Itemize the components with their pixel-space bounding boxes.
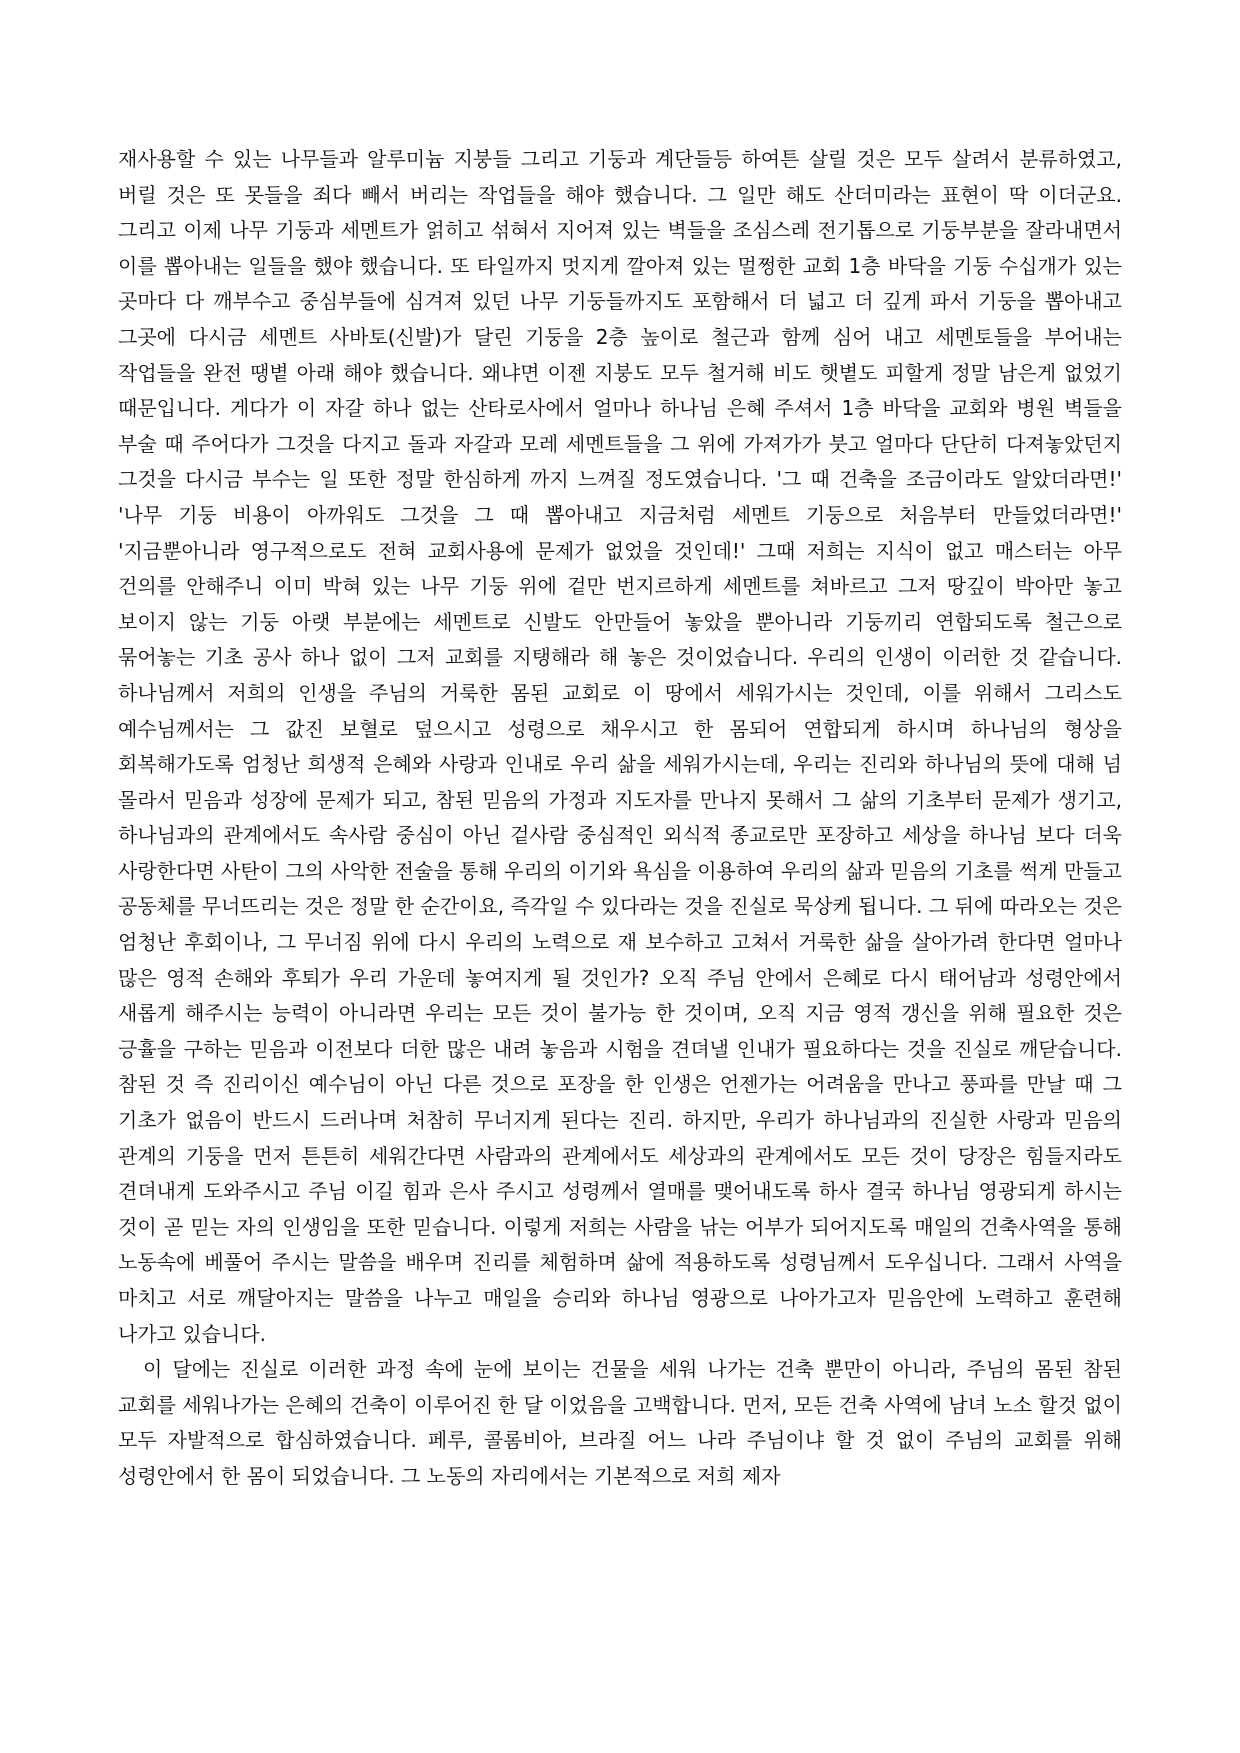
document-page — [118, 142, 1122, 1495]
body-paragraph-2: 이 달에는 진실로 이러한 과정 속에 눈에 보이는 건물을 세워 나가는 건축 뿐만이 아니라, 주님의 몸된 참된 교회를 세워나가는 은혜의 건축이 이루어진 한 달 이었음을 고백합니다. 먼저, 모든 건축 사역에 남녀 노소 할것 없이 모두 자발적으로 합심하였습니다. 페루, 콜롬비아, 브라질 어느 나라 주님이냐 할 것 없이 주님의 교회를 위해 성령안에서 한 몸이 되었습니다. 그 노동의 자리에서는 기본적으로 저희 제자 — [118, 1357, 1122, 1488]
body-paragraph-1: 재사용할 수 있는 나무들과 알루미늄 지붕들 그리고 기둥과 계단들등 하여튼 살릴 것은 모두 살려서 분류하였고, 버릴 것은 또 못들을 죄다 빼서 버리는 작업들을 해야 했습니다. 그 일만 해도 산더미라는 표현이 딱 이더군요. 그리고 이제 나무 기둥과 세멘트가 얽히고 섞혀서 지어져 있는 벽들을 조심스레 전기톱으로 기둥부분을 잘라내면서 이를 뽑아내는 일들을 했야 했습니다. 또 타일까지 멋지게 깔아져 있는 멀쩡한 교회 1층 바닥을 기둥 수십개가 있는 곳마다 다 깨부수고 중심부들에 심겨져 있던 나무 기둥들까지도 포함해서 더 넓고 더 깊게 파서 기둥을 뽑아내고 그곳에 다시금 세멘트 사바토(신발)가 달린 기둥을 2층 높이로 철근과 함께 심어 내고 세멘토들을 부어내는 작업들을 완전 땡볕 아래 해야 했습니다. 왜냐면 이젠 지붕도 모두 철거해 비도 햇볕도 피할게 정말 남은게 없었기 때문입니다. 게다가 이 자갈 하나 없는 산타로사에서 얼마나 하나님 은혜 주셔서 1층 바닥을 교회와 병원 벽들을 부술 때 주어다가 그것을 다지고 돌과 자갈과 모레 세멘트들을 그 위에 가져가가 붓고 얼마다 단단히 다져놓았던지 그것을 다시금 부수는 일 또한 정말 한심하게 까지 느껴질 정도였습니다. '그 때 건축을 조금이라도 알았더라면!' '나무 기둥 비용이 아까워도 그것을 그 때 뽑아내고 지금처럼 세멘트 기둥으로 처음부터 만들었더라면!' '지금뿐아니라 영구적으로도 전혀 교회사용에 문제가 없었을 것인데!' 그때 저희는 지식이 없고 매스터는 아무 건의를 안해주니 이미 박혀 있는 나무 기둥 위에 겉만 번지르하게 세멘트를 쳐바르고 그저 땅깊이 박아만 놓고 보이지 않는 기둥 아랫 부분에는 세멘트로 신발도 안만들어 놓았을 뿐아니라 기둥끼리 연합되도록 철근으로 묶어놓는 기초 공사 하나 없이 그저 교회를 지탱해라 해 놓은 것이었습니다. 우리의 인생이 이러한 것 같습니다. 하나님께서 저희의 인생을 주님의 거룩한 몸된 교회로 이 땅에서 세워가시는 것인데, 이를 위해서 그리스도 예수님께서는 그 값진 보혈로 덮으시고 성령으로 채우시고 한 몸되어 연합되게 하시며 하나님의 형상을 회복해가도록 엄청난 희생적 은혜와 사랑과 인내로 우리 삶을 세워가시는데, 우리는 진리와 하나님의 뜻에 대해 넘 몰라서 믿음과 성장에 문제가 되고, 참된 믿음의 가정과 지도자를 만나지 못해서 그 삶의 기초부터 문제가 생기고, 하나님과의 관계에서도 속사람 중심이 아닌 겉사람 중심적인 외식적 종교로만 포장하고 세상을 하나님 보다 더욱 사랑한다면 사탄이 그의 사악한 전술을 통해 우리의 이기와 욕심을 이용하여 우리의 삶과 믿음의 기초를 썩게 만들고 공동체를 무너뜨리는 것은 정말 한 순간이요, 즉각일 수 있다라는 것을 진실로 묵상케 됩니다. 그 뒤에 따라오는 것은 엄청난 후회이나, 그 무너짐 위에 다시 우리의 노력으로 재 보수하고 고쳐서 거룩한 삶을 살아가려 한다면 얼마나 많은 영적 손해와 후퇴가 우리 가운데 놓여지게 될 것인가? 오직 주님 안에서 은혜로 다시 태어남과 성령안에서 새롭게 해주시는 능력이 아니라면 우리는 모든 것이 불가능 한 것이며, 오직 지금 영적 갱신을 위해 필요한 것은 긍휼을 구하는 믿음과 이전보다 더한 많은 내려 놓음과 시험을 견뎌낼 인내가 필요하다는 것을 진실로 깨닫습니다. 참된 것 즉 진리이신 예수님이 아닌 다른 것으로 포장을 한 인생은 언젠가는 어려움을 만나고 풍파를 만날 때 그 기초가 없음이 반드시 드러나며 처참히 무너지게 된다는 진리. 하지만, 우리가 하나님과의 진실한 사랑과 믿음의 관계의 기둥을 먼저 튼튼히 세워간다면 사람과의 관계에서도 세상과의 관계에서도 모든 것이 당장은 힘들지라도 견뎌내게 도와주시고 주님 이길 힘과 은사 주시고 성령께서 열매를 맺어내도록 하사 결국 하나님 영광되게 하시는 것이 곧 믿는 자의 인생임을 또한 믿습니다. 이렇게 저희는 사람을 낚는 어부가 되어지도록 매일의 건축사역을 통해 노동속에 베풀어 주시는 말씀을 배우며 진리를 체험하며 삶에 적용하도록 성령님께서 도우십니다. 그래서 사역을 마치고 서로 깨달아지는 말씀을 나누고 매일을 승리와 하나님 영광으로 나아가고자 믿음안에 노력하고 훈련해 나가고 있습니다. — [118, 147, 1122, 1346]
